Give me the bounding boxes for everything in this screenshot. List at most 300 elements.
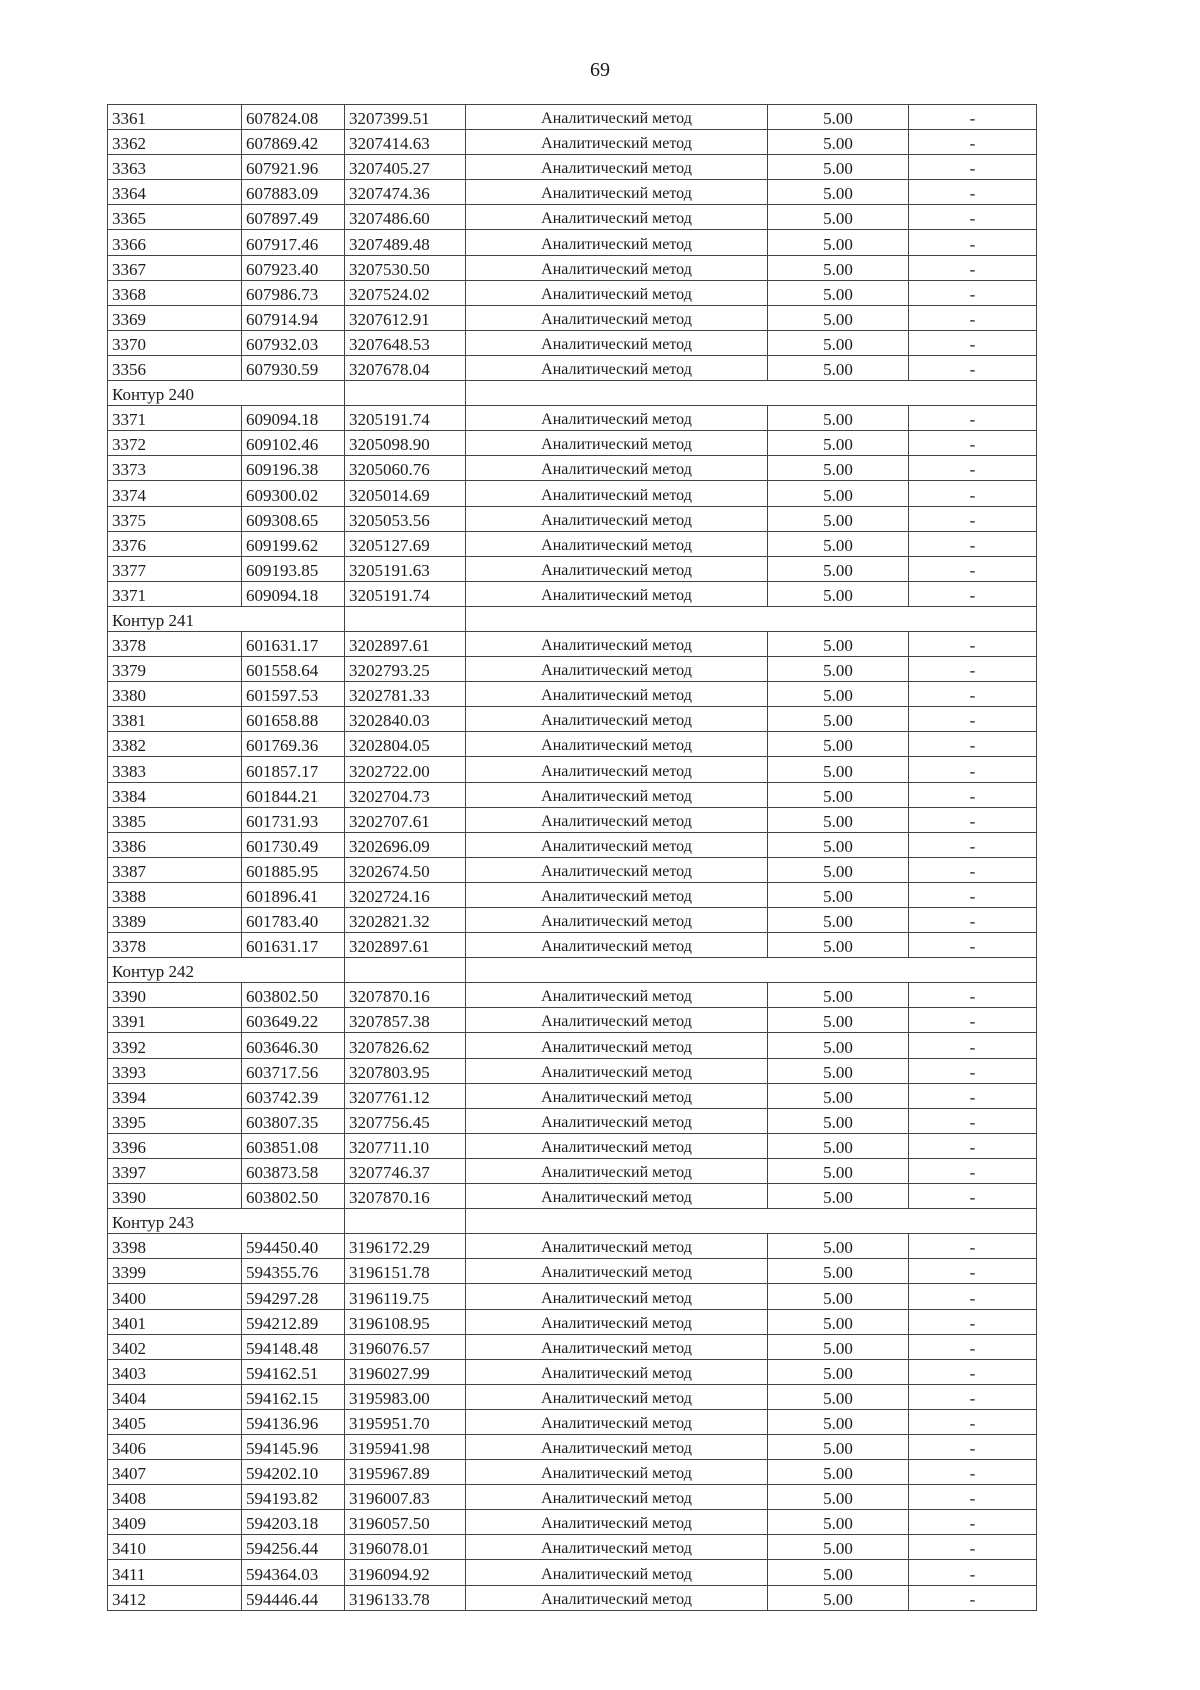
x-coordinate-cell: 609094.18	[242, 406, 345, 431]
table-row	[108, 682, 1037, 707]
point-id-cell: 3377	[108, 556, 242, 581]
point-id-cell: 3368	[108, 280, 242, 305]
description-cell: -	[909, 1334, 1037, 1359]
error-cell: 5.00	[768, 832, 909, 857]
method-cell: Аналитический метод	[466, 1158, 768, 1183]
error-cell: 5.00	[768, 481, 909, 506]
table-row	[108, 1510, 1037, 1535]
x-coordinate-cell: 594145.96	[242, 1434, 345, 1459]
point-id-cell: 3398	[108, 1234, 242, 1259]
description-cell: -	[909, 933, 1037, 958]
y-coordinate-cell: 3207761.12	[345, 1083, 466, 1108]
point-id-cell: 3399	[108, 1259, 242, 1284]
x-coordinate-cell: 607986.73	[242, 280, 345, 305]
y-coordinate-cell: 3202722.00	[345, 757, 466, 782]
y-coordinate-cell: 3196007.83	[345, 1485, 466, 1510]
error-cell: 5.00	[768, 857, 909, 882]
point-id-cell: 3356	[108, 355, 242, 380]
description-cell: -	[909, 682, 1037, 707]
table-row	[108, 908, 1037, 933]
description-cell: -	[909, 1560, 1037, 1585]
point-id-cell: 3389	[108, 908, 242, 933]
table-row	[108, 933, 1037, 958]
description-cell: -	[909, 531, 1037, 556]
table-row	[108, 707, 1037, 732]
table-row	[108, 280, 1037, 305]
table-row	[108, 330, 1037, 355]
error-cell: 5.00	[768, 1409, 909, 1434]
empty-cell	[466, 606, 1037, 631]
description-cell: -	[909, 1008, 1037, 1033]
empty-cell	[345, 606, 466, 631]
table-row	[108, 782, 1037, 807]
y-coordinate-cell: 3202804.05	[345, 732, 466, 757]
y-coordinate-cell: 3207612.91	[345, 305, 466, 330]
x-coordinate-cell: 603807.35	[242, 1108, 345, 1133]
y-coordinate-cell: 3207746.37	[345, 1158, 466, 1183]
x-coordinate-cell: 609102.46	[242, 431, 345, 456]
y-coordinate-cell: 3202707.61	[345, 807, 466, 832]
y-coordinate-cell: 3205053.56	[345, 506, 466, 531]
error-cell: 5.00	[768, 1560, 909, 1585]
error-cell: 5.00	[768, 556, 909, 581]
point-id-cell: 3367	[108, 255, 242, 280]
x-coordinate-cell: 609199.62	[242, 531, 345, 556]
x-coordinate-cell: 594355.76	[242, 1259, 345, 1284]
x-coordinate-cell: 603649.22	[242, 1008, 345, 1033]
x-coordinate-cell: 603646.30	[242, 1033, 345, 1058]
method-cell: Аналитический метод	[466, 355, 768, 380]
x-coordinate-cell: 594162.15	[242, 1384, 345, 1409]
x-coordinate-cell: 607824.08	[242, 105, 345, 130]
point-id-cell: 3407	[108, 1460, 242, 1485]
point-id-cell: 3363	[108, 155, 242, 180]
x-coordinate-cell: 601844.21	[242, 782, 345, 807]
error-cell: 5.00	[768, 456, 909, 481]
point-id-cell: 3412	[108, 1585, 242, 1610]
table-row	[108, 1535, 1037, 1560]
table-row	[108, 581, 1037, 606]
y-coordinate-cell: 3205191.74	[345, 406, 466, 431]
table-row	[108, 1560, 1037, 1585]
table-row	[108, 1460, 1037, 1485]
error-cell: 5.00	[768, 1184, 909, 1209]
coordinates-table	[107, 104, 1037, 1611]
method-cell: Аналитический метод	[466, 1510, 768, 1535]
table-row	[108, 1158, 1037, 1183]
point-id-cell: 3387	[108, 857, 242, 882]
table-row	[108, 1384, 1037, 1409]
point-id-cell: 3361	[108, 105, 242, 130]
y-coordinate-cell: 3202724.16	[345, 882, 466, 907]
table-row	[108, 230, 1037, 255]
description-cell: -	[909, 155, 1037, 180]
x-coordinate-cell: 601857.17	[242, 757, 345, 782]
description-cell: -	[909, 506, 1037, 531]
table-row	[108, 406, 1037, 431]
error-cell: 5.00	[768, 230, 909, 255]
description-cell: -	[909, 1460, 1037, 1485]
table-row	[108, 983, 1037, 1008]
method-cell: Аналитический метод	[466, 481, 768, 506]
x-coordinate-cell: 601631.17	[242, 631, 345, 656]
empty-cell	[466, 381, 1037, 406]
y-coordinate-cell: 3205060.76	[345, 456, 466, 481]
description-cell: -	[909, 205, 1037, 230]
y-coordinate-cell: 3205191.74	[345, 581, 466, 606]
point-id-cell: 3374	[108, 481, 242, 506]
y-coordinate-cell: 3205014.69	[345, 481, 466, 506]
method-cell: Аналитический метод	[466, 1008, 768, 1033]
table-row	[108, 355, 1037, 380]
point-id-cell: 3373	[108, 456, 242, 481]
y-coordinate-cell: 3196057.50	[345, 1510, 466, 1535]
method-cell: Аналитический метод	[466, 1434, 768, 1459]
x-coordinate-cell: 607897.49	[242, 205, 345, 230]
description-cell: -	[909, 1234, 1037, 1259]
table-row	[108, 1058, 1037, 1083]
point-id-cell: 3401	[108, 1309, 242, 1334]
error-cell: 5.00	[768, 1058, 909, 1083]
table-row	[108, 1259, 1037, 1284]
point-id-cell: 3383	[108, 757, 242, 782]
method-cell: Аналитический метод	[466, 1309, 768, 1334]
description-cell: -	[909, 1083, 1037, 1108]
method-cell: Аналитический метод	[466, 1485, 768, 1510]
x-coordinate-cell: 601769.36	[242, 732, 345, 757]
method-cell: Аналитический метод	[466, 782, 768, 807]
description-cell: -	[909, 1585, 1037, 1610]
method-cell: Аналитический метод	[466, 1460, 768, 1485]
description-cell: -	[909, 1259, 1037, 1284]
point-id-cell: 3392	[108, 1033, 242, 1058]
method-cell: Аналитический метод	[466, 1033, 768, 1058]
description-cell: -	[909, 707, 1037, 732]
point-id-cell: 3406	[108, 1434, 242, 1459]
y-coordinate-cell: 3202897.61	[345, 933, 466, 958]
table-row	[108, 1309, 1037, 1334]
y-coordinate-cell: 3205098.90	[345, 431, 466, 456]
point-id-cell: 3378	[108, 933, 242, 958]
y-coordinate-cell: 3207870.16	[345, 983, 466, 1008]
description-cell: -	[909, 832, 1037, 857]
error-cell: 5.00	[768, 1284, 909, 1309]
error-cell: 5.00	[768, 983, 909, 1008]
y-coordinate-cell: 3196076.57	[345, 1334, 466, 1359]
description-cell: -	[909, 782, 1037, 807]
y-coordinate-cell: 3195967.89	[345, 1460, 466, 1485]
x-coordinate-cell: 607923.40	[242, 255, 345, 280]
point-id-cell: 3393	[108, 1058, 242, 1083]
point-id-cell: 3409	[108, 1510, 242, 1535]
y-coordinate-cell: 3195941.98	[345, 1434, 466, 1459]
x-coordinate-cell: 601731.93	[242, 807, 345, 832]
description-cell: -	[909, 1384, 1037, 1409]
contour-label: Контур 240	[108, 381, 345, 406]
method-cell: Аналитический метод	[466, 431, 768, 456]
y-coordinate-cell: 3207870.16	[345, 1184, 466, 1209]
method-cell: Аналитический метод	[466, 657, 768, 682]
x-coordinate-cell: 601783.40	[242, 908, 345, 933]
error-cell: 5.00	[768, 1460, 909, 1485]
table-row	[108, 481, 1037, 506]
method-cell: Аналитический метод	[466, 682, 768, 707]
description-cell: -	[909, 1409, 1037, 1434]
y-coordinate-cell: 3202704.73	[345, 782, 466, 807]
description-cell: -	[909, 1184, 1037, 1209]
point-id-cell: 3384	[108, 782, 242, 807]
description-cell: -	[909, 1535, 1037, 1560]
y-coordinate-cell: 3207474.36	[345, 180, 466, 205]
error-cell: 5.00	[768, 130, 909, 155]
table-row	[108, 882, 1037, 907]
table-row	[108, 180, 1037, 205]
description-cell: -	[909, 882, 1037, 907]
table-row	[108, 431, 1037, 456]
error-cell: 5.00	[768, 1309, 909, 1334]
method-cell: Аналитический метод	[466, 707, 768, 732]
x-coordinate-cell: 594450.40	[242, 1234, 345, 1259]
x-coordinate-cell: 607914.94	[242, 305, 345, 330]
x-coordinate-cell: 594256.44	[242, 1535, 345, 1560]
x-coordinate-cell: 594162.51	[242, 1359, 345, 1384]
table-row	[108, 105, 1037, 130]
description-cell: -	[909, 1133, 1037, 1158]
table-row	[108, 456, 1037, 481]
point-id-cell: 3382	[108, 732, 242, 757]
x-coordinate-cell: 594136.96	[242, 1409, 345, 1434]
error-cell: 5.00	[768, 1359, 909, 1384]
point-id-cell: 3364	[108, 180, 242, 205]
method-cell: Аналитический метод	[466, 1585, 768, 1610]
empty-cell	[466, 958, 1037, 983]
point-id-cell: 3370	[108, 330, 242, 355]
point-id-cell: 3380	[108, 682, 242, 707]
contour-header-row	[108, 381, 1037, 406]
x-coordinate-cell: 594446.44	[242, 1585, 345, 1610]
point-id-cell: 3400	[108, 1284, 242, 1309]
table-row	[108, 1485, 1037, 1510]
description-cell: -	[909, 406, 1037, 431]
description-cell: -	[909, 481, 1037, 506]
error-cell: 5.00	[768, 1510, 909, 1535]
error-cell: 5.00	[768, 431, 909, 456]
x-coordinate-cell: 594364.03	[242, 1560, 345, 1585]
table-row	[108, 305, 1037, 330]
error-cell: 5.00	[768, 506, 909, 531]
point-id-cell: 3375	[108, 506, 242, 531]
table-row	[108, 1284, 1037, 1309]
error-cell: 5.00	[768, 1108, 909, 1133]
x-coordinate-cell: 609300.02	[242, 481, 345, 506]
page-number: 69	[590, 59, 610, 81]
error-cell: 5.00	[768, 1384, 909, 1409]
method-cell: Аналитический метод	[466, 631, 768, 656]
table-row	[108, 1359, 1037, 1384]
table-row	[108, 1133, 1037, 1158]
description-cell: -	[909, 1158, 1037, 1183]
error-cell: 5.00	[768, 205, 909, 230]
x-coordinate-cell: 594212.89	[242, 1309, 345, 1334]
point-id-cell: 3362	[108, 130, 242, 155]
y-coordinate-cell: 3207414.63	[345, 130, 466, 155]
table-row	[108, 255, 1037, 280]
point-id-cell: 3376	[108, 531, 242, 556]
description-cell: -	[909, 732, 1037, 757]
error-cell: 5.00	[768, 1234, 909, 1259]
point-id-cell: 3397	[108, 1158, 242, 1183]
point-id-cell: 3396	[108, 1133, 242, 1158]
y-coordinate-cell: 3196108.95	[345, 1309, 466, 1334]
table-row	[108, 506, 1037, 531]
table-row	[108, 1585, 1037, 1610]
point-id-cell: 3381	[108, 707, 242, 732]
description-cell: -	[909, 1033, 1037, 1058]
method-cell: Аналитический метод	[466, 1083, 768, 1108]
method-cell: Аналитический метод	[466, 1184, 768, 1209]
table-row	[108, 1033, 1037, 1058]
method-cell: Аналитический метод	[466, 1259, 768, 1284]
x-coordinate-cell: 603742.39	[242, 1083, 345, 1108]
description-cell: -	[909, 757, 1037, 782]
x-coordinate-cell: 603873.58	[242, 1158, 345, 1183]
table-row	[108, 531, 1037, 556]
description-cell: -	[909, 456, 1037, 481]
description-cell: -	[909, 1485, 1037, 1510]
point-id-cell: 3366	[108, 230, 242, 255]
table-row	[108, 732, 1037, 757]
x-coordinate-cell: 601631.17	[242, 933, 345, 958]
method-cell: Аналитический метод	[466, 105, 768, 130]
x-coordinate-cell: 607917.46	[242, 230, 345, 255]
x-coordinate-cell: 594193.82	[242, 1485, 345, 1510]
method-cell: Аналитический метод	[466, 531, 768, 556]
error-cell: 5.00	[768, 255, 909, 280]
point-id-cell: 3391	[108, 1008, 242, 1033]
contour-header-row	[108, 958, 1037, 983]
method-cell: Аналитический метод	[466, 506, 768, 531]
x-coordinate-cell: 603717.56	[242, 1058, 345, 1083]
point-id-cell: 3395	[108, 1108, 242, 1133]
method-cell: Аналитический метод	[466, 406, 768, 431]
method-cell: Аналитический метод	[466, 732, 768, 757]
table-row	[108, 1083, 1037, 1108]
method-cell: Аналитический метод	[466, 556, 768, 581]
method-cell: Аналитический метод	[466, 1234, 768, 1259]
point-id-cell: 3378	[108, 631, 242, 656]
table-row	[108, 757, 1037, 782]
error-cell: 5.00	[768, 1008, 909, 1033]
error-cell: 5.00	[768, 305, 909, 330]
x-coordinate-cell: 601896.41	[242, 882, 345, 907]
description-cell: -	[909, 1309, 1037, 1334]
table-row	[108, 657, 1037, 682]
x-coordinate-cell: 594203.18	[242, 1510, 345, 1535]
x-coordinate-cell: 594202.10	[242, 1460, 345, 1485]
y-coordinate-cell: 3207489.48	[345, 230, 466, 255]
description-cell: -	[909, 1359, 1037, 1384]
y-coordinate-cell: 3196078.01	[345, 1535, 466, 1560]
method-cell: Аналитический метод	[466, 255, 768, 280]
table-row	[108, 1409, 1037, 1434]
error-cell: 5.00	[768, 807, 909, 832]
description-cell: -	[909, 305, 1037, 330]
x-coordinate-cell: 601730.49	[242, 832, 345, 857]
error-cell: 5.00	[768, 908, 909, 933]
x-coordinate-cell: 601597.53	[242, 682, 345, 707]
method-cell: Аналитический метод	[466, 280, 768, 305]
description-cell: -	[909, 581, 1037, 606]
point-id-cell: 3403	[108, 1359, 242, 1384]
empty-cell	[345, 1209, 466, 1234]
x-coordinate-cell: 594297.28	[242, 1284, 345, 1309]
point-id-cell: 3369	[108, 305, 242, 330]
method-cell: Аналитический метод	[466, 933, 768, 958]
x-coordinate-cell: 603802.50	[242, 1184, 345, 1209]
description-cell: -	[909, 1058, 1037, 1083]
description-cell: -	[909, 657, 1037, 682]
method-cell: Аналитический метод	[466, 155, 768, 180]
point-id-cell: 3386	[108, 832, 242, 857]
error-cell: 5.00	[768, 180, 909, 205]
contour-label: Контур 241	[108, 606, 345, 631]
error-cell: 5.00	[768, 631, 909, 656]
error-cell: 5.00	[768, 1083, 909, 1108]
error-cell: 5.00	[768, 1133, 909, 1158]
method-cell: Аналитический метод	[466, 882, 768, 907]
description-cell: -	[909, 857, 1037, 882]
point-id-cell: 3371	[108, 581, 242, 606]
method-cell: Аналитический метод	[466, 983, 768, 1008]
y-coordinate-cell: 3202781.33	[345, 682, 466, 707]
x-coordinate-cell: 609193.85	[242, 556, 345, 581]
point-id-cell: 3405	[108, 1409, 242, 1434]
point-id-cell: 3390	[108, 983, 242, 1008]
error-cell: 5.00	[768, 155, 909, 180]
table-row	[108, 857, 1037, 882]
x-coordinate-cell: 607921.96	[242, 155, 345, 180]
table-row	[108, 205, 1037, 230]
y-coordinate-cell: 3207826.62	[345, 1033, 466, 1058]
x-coordinate-cell: 609094.18	[242, 581, 345, 606]
description-cell: -	[909, 908, 1037, 933]
y-coordinate-cell: 3207803.95	[345, 1058, 466, 1083]
coordinates-table-body	[108, 105, 1037, 1611]
description-cell: -	[909, 1284, 1037, 1309]
description-cell: -	[909, 330, 1037, 355]
error-cell: 5.00	[768, 732, 909, 757]
error-cell: 5.00	[768, 707, 909, 732]
x-coordinate-cell: 609196.38	[242, 456, 345, 481]
x-coordinate-cell: 601658.88	[242, 707, 345, 732]
error-cell: 5.00	[768, 280, 909, 305]
empty-cell	[466, 1209, 1037, 1234]
table-row	[108, 832, 1037, 857]
y-coordinate-cell: 3202840.03	[345, 707, 466, 732]
description-cell: -	[909, 105, 1037, 130]
error-cell: 5.00	[768, 1485, 909, 1510]
point-id-cell: 3379	[108, 657, 242, 682]
error-cell: 5.00	[768, 1033, 909, 1058]
contour-label: Контур 242	[108, 958, 345, 983]
error-cell: 5.00	[768, 105, 909, 130]
error-cell: 5.00	[768, 581, 909, 606]
point-id-cell: 3365	[108, 205, 242, 230]
y-coordinate-cell: 3202821.32	[345, 908, 466, 933]
x-coordinate-cell: 601558.64	[242, 657, 345, 682]
method-cell: Аналитический метод	[466, 1409, 768, 1434]
description-cell: -	[909, 180, 1037, 205]
